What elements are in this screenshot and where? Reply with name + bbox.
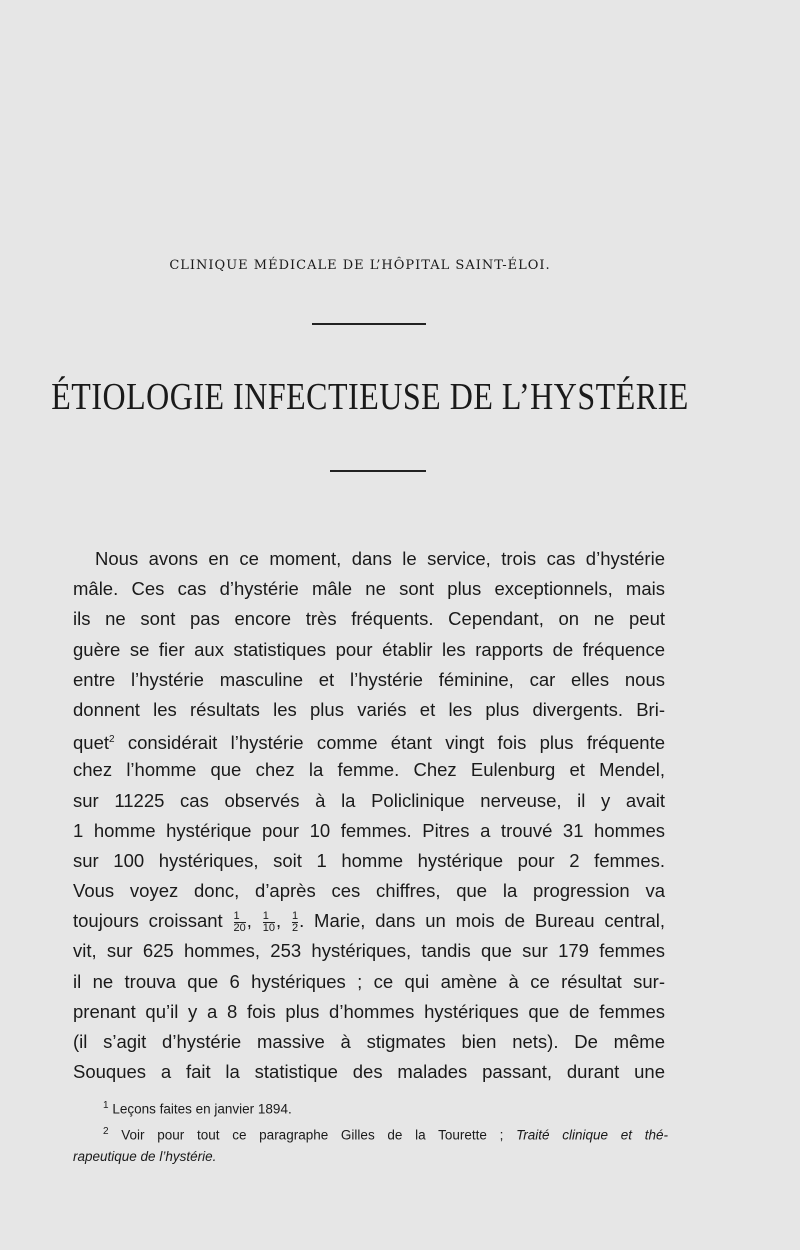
body-paragraph bbox=[73, 544, 665, 1087]
text-line: toujours croissant $\frac{1}{20}$ , $\frac{1}{10}$ , $\frac{1}{2}$ . Marie, dans un mois de Bureau central, bbox=[73, 909, 666, 934]
footnote-1 bbox=[73, 1095, 668, 1121]
fraction bbox=[292, 911, 298, 934]
footnote-italic: rapeutique de l’hystérie. bbox=[73, 1149, 217, 1164]
footnote-ref-2: 2 bbox=[109, 734, 115, 746]
footnote-2 bbox=[73, 1121, 668, 1147]
fraction bbox=[263, 911, 275, 934]
text-line: sur 100 hystériques, soit 1 homme hystérique pour 2 femmes. bbox=[73, 849, 665, 871]
text-line: il ne trouva que 6 hystériques ; ce qui amène à ce résultat sur- bbox=[73, 970, 665, 992]
fraction bbox=[234, 911, 246, 934]
text-line: (il s’agit d’hystérie massive à stigmates bien nets). De même bbox=[73, 1031, 665, 1052]
text-fragment: toujours croissant bbox=[73, 910, 223, 932]
header-rule bbox=[312, 323, 426, 325]
footnotes bbox=[73, 1095, 668, 1168]
text-fragment: Marie, dans un mois de Bureau central, bbox=[314, 910, 666, 932]
text-line: donnent les résultats les plus variés et les plus divergents. Bri- bbox=[73, 698, 665, 720]
text-line: Nous avons en ce moment, dans le service, trois cas d’hystérie bbox=[95, 548, 665, 569]
fraction-denominator: 20 bbox=[233, 921, 246, 934]
text-line bbox=[73, 725, 665, 755]
footnote-mark: 2 bbox=[103, 1125, 109, 1137]
text-line: mâle. Ces cas d’hystérie mâle ne sont plus exceptionnels, mais bbox=[73, 578, 665, 600]
text-line: 1 homme hystérique pour 10 femmes. Pitres a trouvé 31 hommes bbox=[73, 819, 665, 841]
text-line: sur 11225 cas observés à la Policlinique nerveuse, il y avait bbox=[73, 789, 665, 811]
text-fragment: quet bbox=[73, 732, 110, 754]
footnote-mark: 1 bbox=[103, 1100, 109, 1111]
text-line: chez l’homme que chez la femme. Chez Eulenburg et Mendel, bbox=[73, 759, 665, 781]
text-line: guère se fier aux statistiques pour établir les rapports de fréquence bbox=[73, 638, 665, 660]
text-line: vit, sur 625 hommes, 253 hystériques, tandis que sur 179 femmes bbox=[73, 940, 665, 962]
title-rule bbox=[330, 470, 426, 472]
text-line: prenant qu’il y a 8 fois plus d’hommes hystériques que de femmes bbox=[73, 1000, 665, 1022]
text-line: Souques a fait la statistique des malades passant, durant une bbox=[73, 1061, 665, 1083]
fraction-denominator: 10 bbox=[262, 921, 275, 934]
fraction-numerator: 1 bbox=[291, 909, 299, 922]
footnote-text: Leçons faites en janvier 1894. bbox=[112, 1101, 292, 1117]
text-fragment: considérait l’hystérie comme étant vingt fois plus fréquente bbox=[127, 732, 666, 754]
fraction-denominator: 2 bbox=[291, 921, 299, 934]
text-line: ils ne sont pas encore très fréquents. Cependant, on ne peut bbox=[73, 608, 665, 630]
text-line: entre l’hystérie masculine et l’hystérie féminine, car elles nous bbox=[73, 668, 665, 690]
fraction-numerator: 1 bbox=[233, 909, 240, 922]
footnote-2-cont bbox=[73, 1146, 668, 1168]
text-line: Vous voyez donc, d’après ces chiffres, que la progression va bbox=[73, 880, 665, 902]
chapter-title: ÉTIOLOGIE INFECTIEUSE DE L’HYSTÉRIE bbox=[51, 375, 689, 418]
fraction-numerator: 1 bbox=[262, 909, 269, 922]
footnote-italic: Traité clinique et thé- bbox=[516, 1127, 668, 1142]
running-header: CLINIQUE MÉDICALE DE L’HÔPITAL SAINT-ÉLOI. bbox=[169, 258, 551, 273]
footnote-text: Voir pour tout ce paragraphe Gilles de la Tourette ; bbox=[121, 1127, 504, 1142]
